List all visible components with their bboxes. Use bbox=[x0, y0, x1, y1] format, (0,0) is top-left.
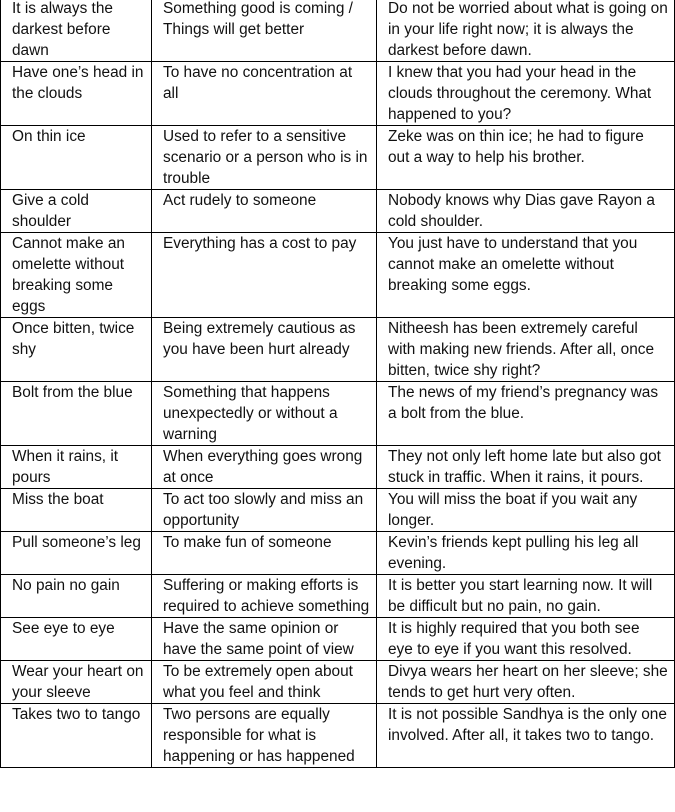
idiom-cell: Have one’s head in the clouds bbox=[1, 62, 152, 126]
table-row bbox=[1, 532, 675, 575]
meaning-cell: To have no concentration at all bbox=[152, 62, 377, 126]
meaning-cell: Act rudely to someone bbox=[152, 190, 377, 233]
table-row bbox=[1, 382, 675, 446]
example-cell: Nobody knows why Dias gave Rayon a cold shoulder. bbox=[377, 190, 675, 233]
idiom-cell: On thin ice bbox=[1, 126, 152, 190]
idiom-cell: No pain no gain bbox=[1, 575, 152, 618]
idiom-cell: Bolt from the blue bbox=[1, 382, 152, 446]
table-row bbox=[1, 62, 675, 126]
table-row bbox=[1, 661, 675, 704]
idiom-cell: Cannot make an omelette without breaking some eggs bbox=[1, 233, 152, 318]
example-cell: It is highly required that you both see eye to eye if you want this resolved. bbox=[377, 618, 675, 661]
meaning-cell: Used to refer to a sensitive scenario or a person who is in trouble bbox=[152, 126, 377, 190]
example-cell: Nitheesh has been extremely careful with making new friends. After all, once bitten, twice shy right? bbox=[377, 318, 675, 382]
meaning-cell: Have the same opinion or have the same point of view bbox=[152, 618, 377, 661]
example-cell: Kevin’s friends kept pulling his leg all evening. bbox=[377, 532, 675, 575]
example-cell: Zeke was on thin ice; he had to figure out a way to help his brother. bbox=[377, 126, 675, 190]
idioms-table-body bbox=[1, 0, 675, 768]
meaning-cell: Everything has a cost to pay bbox=[152, 233, 377, 318]
meaning-cell: When everything goes wrong at once bbox=[152, 446, 377, 489]
example-cell: It is not possible Sandhya is the only one involved. After all, it takes two to tango. bbox=[377, 704, 675, 768]
meaning-cell: Being extremely cautious as you have been hurt already bbox=[152, 318, 377, 382]
idiom-cell: Miss the boat bbox=[1, 489, 152, 532]
example-cell: Do not be worried about what is going on in your life right now; it is always the darkest before dawn. bbox=[377, 0, 675, 62]
idiom-cell: Wear your heart on your sleeve bbox=[1, 661, 152, 704]
table-row bbox=[1, 575, 675, 618]
table-row bbox=[1, 126, 675, 190]
example-cell: Divya wears her heart on her sleeve; she tends to get hurt very often. bbox=[377, 661, 675, 704]
meaning-cell: Something that happens unexpectedly or without a warning bbox=[152, 382, 377, 446]
example-cell: You will miss the boat if you wait any longer. bbox=[377, 489, 675, 532]
idiom-cell: Once bitten, twice shy bbox=[1, 318, 152, 382]
table-row bbox=[1, 618, 675, 661]
example-cell: I knew that you had your head in the clouds throughout the ceremony. What happened to you? bbox=[377, 62, 675, 126]
table-row bbox=[1, 233, 675, 318]
meaning-cell: To act too slowly and miss an opportunity bbox=[152, 489, 377, 532]
example-cell: You just have to understand that you cannot make an omelette without breaking some eggs. bbox=[377, 233, 675, 318]
meaning-cell: Something good is coming / Things will get better bbox=[152, 0, 377, 62]
table-row bbox=[1, 704, 675, 768]
idiom-cell: Give a cold shoulder bbox=[1, 190, 152, 233]
example-cell: They not only left home late but also got stuck in traffic. When it rains, it pours. bbox=[377, 446, 675, 489]
idiom-cell: Pull someone’s leg bbox=[1, 532, 152, 575]
idiom-cell: Takes two to tango bbox=[1, 704, 152, 768]
idiom-cell: See eye to eye bbox=[1, 618, 152, 661]
table-row bbox=[1, 489, 675, 532]
example-cell: It is better you start learning now. It will be difficult but no pain, no gain. bbox=[377, 575, 675, 618]
meaning-cell: Suffering or making efforts is required to achieve something bbox=[152, 575, 377, 618]
idiom-cell: When it rains, it pours bbox=[1, 446, 152, 489]
table-row bbox=[1, 318, 675, 382]
idiom-cell: It is always the darkest before dawn bbox=[1, 0, 152, 62]
table-row bbox=[1, 446, 675, 489]
meaning-cell: To make fun of someone bbox=[152, 532, 377, 575]
meaning-cell: Two persons are equally responsible for what is happening or has happened bbox=[152, 704, 377, 768]
meaning-cell: To be extremely open about what you feel and think bbox=[152, 661, 377, 704]
table-row bbox=[1, 0, 675, 62]
table-row bbox=[1, 190, 675, 233]
example-cell: The news of my friend’s pregnancy was a bolt from the blue. bbox=[377, 382, 675, 446]
